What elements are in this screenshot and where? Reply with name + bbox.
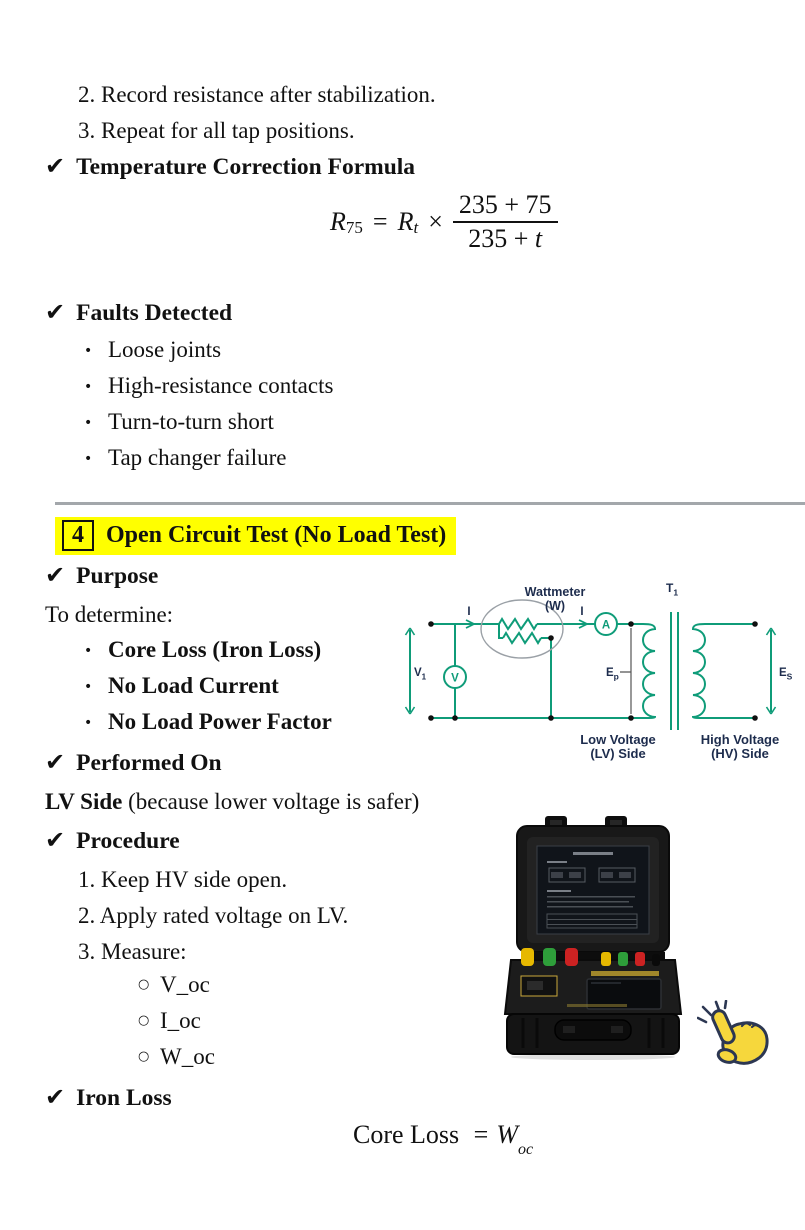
purpose-intro: To determine: bbox=[45, 602, 174, 627]
check-icon: ✔ bbox=[45, 748, 66, 776]
iron-loss-heading: ✔ Iron Loss bbox=[45, 1083, 172, 1111]
check-icon: ✔ bbox=[45, 298, 66, 326]
circle-bullet-icon: ○ bbox=[138, 977, 150, 992]
hand-shape bbox=[711, 1009, 767, 1065]
bullet-icon: • bbox=[84, 715, 93, 731]
purpose-item: • No Load Power Factor bbox=[84, 709, 332, 734]
svg-text:(W): (W) bbox=[544, 599, 566, 613]
svg-text:(HV) Side: (HV) Side bbox=[711, 746, 769, 761]
check-icon: ✔ bbox=[45, 1083, 66, 1111]
circle-bullet-icon: ○ bbox=[138, 1013, 150, 1028]
section-divider bbox=[55, 502, 805, 505]
v1-label: $V_1$ bbox=[414, 667, 427, 682]
circle-bullet-icon: ○ bbox=[138, 1049, 150, 1064]
temp-correction-heading: ✔ Temperature Correction Formula bbox=[45, 152, 416, 180]
lv-side-label: Low Voltage bbox=[580, 732, 656, 747]
check-icon: ✔ bbox=[45, 152, 66, 180]
check-icon: ✔ bbox=[45, 561, 66, 589]
purpose-heading: ✔ Purpose bbox=[45, 561, 159, 589]
procedure-step: 3. Measure: bbox=[78, 939, 187, 964]
fault-item: • Turn-to-turn short bbox=[84, 409, 274, 434]
core-loss-formula: Core Loss = $W_{oc}$ bbox=[353, 1120, 534, 1159]
measurement-item: ○ I_oc bbox=[138, 1008, 201, 1033]
svg-text:(LV) Side: (LV) Side bbox=[590, 746, 646, 761]
bullet-icon: • bbox=[84, 451, 93, 467]
tester-lid bbox=[517, 816, 669, 952]
junction-dots bbox=[428, 621, 758, 721]
purpose-item: • Core Loss (Iron Loss) bbox=[84, 637, 322, 662]
click-hand-icon bbox=[697, 1000, 787, 1072]
step-repeat-taps: 3. Repeat for all tap positions. bbox=[78, 118, 355, 143]
performed-on-text: LV Side (because lower voltage is safer) bbox=[45, 789, 420, 814]
performed-on-heading: ✔ Performed On bbox=[45, 748, 222, 776]
formula-fraction: $\frac{235 + 75}{235 + t}$ bbox=[453, 190, 558, 254]
bullet-icon: • bbox=[84, 679, 93, 695]
ammeter-label: A bbox=[601, 619, 611, 632]
faults-heading: ✔ Faults Detected bbox=[45, 298, 233, 326]
bullet-icon: • bbox=[84, 379, 93, 395]
es-label: $E_S$ bbox=[779, 667, 793, 682]
temperature-formula: R $_{75}$ = R $_t$ × $\frac{235 + 75}{235 + t}$ bbox=[330, 190, 558, 254]
tester-lower-shell bbox=[507, 1014, 679, 1060]
measurement-item: ○ W_oc bbox=[138, 1044, 215, 1069]
t1-label: $T_1$ bbox=[666, 581, 679, 598]
wattmeter-label: Wattmeter bbox=[524, 585, 586, 599]
bullet-icon: • bbox=[84, 415, 93, 431]
procedure-heading: ✔ Procedure bbox=[45, 826, 180, 854]
hv-side-label: High Voltage bbox=[700, 732, 780, 747]
open-circuit-test-diagram bbox=[403, 572, 803, 764]
fault-item: • Loose joints bbox=[84, 337, 222, 362]
procedure-step: 1. Keep HV side open. bbox=[78, 867, 288, 892]
equipment-photo[interactable] bbox=[497, 816, 689, 1061]
procedure-step: 2. Apply rated voltage on LV. bbox=[78, 903, 349, 928]
circuit-wires bbox=[406, 612, 776, 730]
bullet-icon: • bbox=[84, 343, 93, 359]
ep-reference-line bbox=[620, 628, 631, 714]
voltmeter-label: V bbox=[451, 672, 459, 685]
section-4-title bbox=[55, 517, 456, 555]
measurement-item: ○ V_oc bbox=[138, 972, 210, 997]
ep-label: $E_p$ bbox=[606, 667, 619, 682]
check-icon: ✔ bbox=[45, 826, 66, 854]
bullet-icon: • bbox=[84, 643, 93, 659]
diagram-labels bbox=[414, 581, 793, 761]
fault-item: • High-resistance contacts bbox=[84, 373, 334, 398]
current-label-right: I bbox=[580, 606, 584, 618]
section-number-badge: 4 bbox=[62, 520, 94, 551]
current-label-left: I bbox=[467, 606, 471, 618]
fault-item: • Tap changer failure bbox=[84, 445, 287, 470]
purpose-item: • No Load Current bbox=[84, 673, 279, 698]
step-record-resistance: 2. Record resistance after stabilization. bbox=[78, 82, 436, 107]
section-title-text: Open Circuit Test (No Load Test) bbox=[106, 522, 447, 548]
